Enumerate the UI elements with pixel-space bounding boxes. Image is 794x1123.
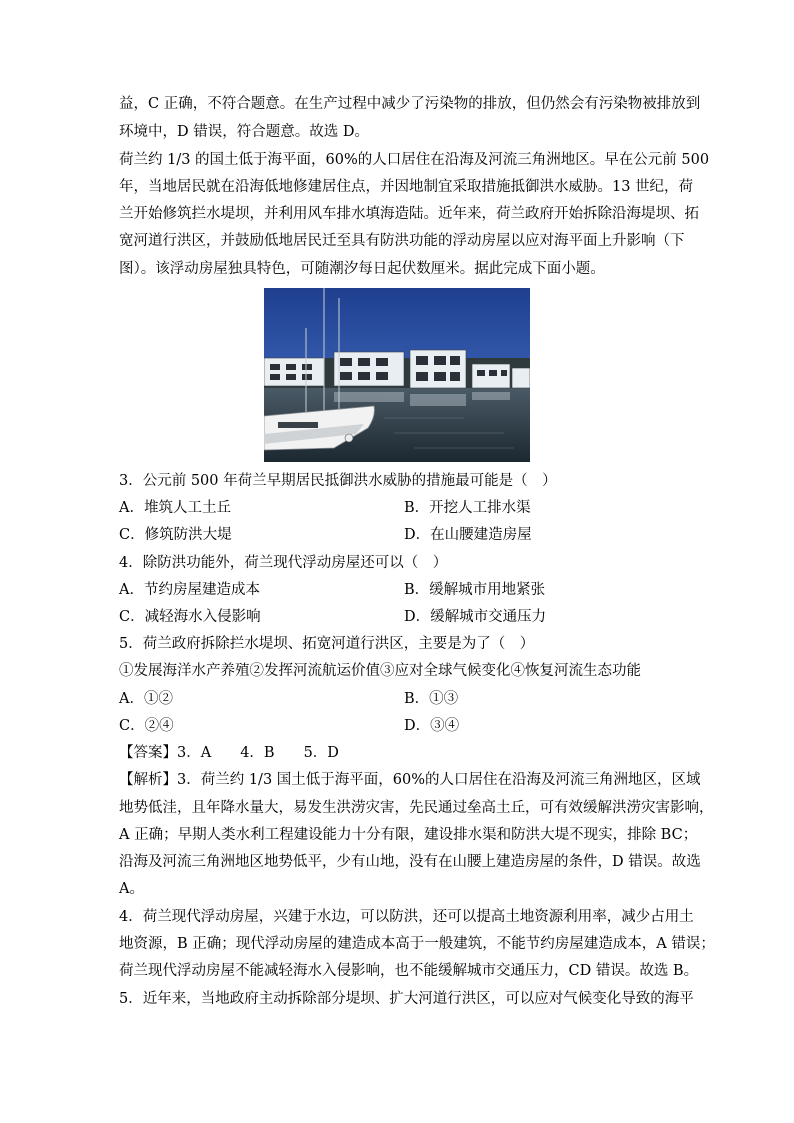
q3-option-a: A．堆筑人工土丘 [119,500,231,516]
q4-option-a: A．节约房屋建造成本 [119,582,260,598]
q5-option-b: B．①③ [404,691,459,707]
analysis-line-8: 荷兰现代浮动房屋不能减轻海水入侵影响，也不能缓解城市交通压力，CD 错误。故选 B。 [119,963,699,979]
analysis-line-6: 4．荷兰现代浮动房屋，兴建于水边，可以防洪，还可以提高土地资源利用率，减少占用土 [119,909,694,925]
q4-option-d: D．缓解城市交通压力 [404,609,547,625]
intro-line-2: 环境中，D 错误，符合题意。故选 D。 [119,124,369,140]
analysis-line-9: 5．近年来，当地政府主动拆除部分堤坝、扩大河道行洪区，可以应对气候变化导致的海平 [119,991,694,1007]
floating-houses-photo [264,288,530,462]
analysis-line-2: 地势低洼，且年降水量大，易发生洪涝灾害，先民通过垒高土丘，可有效缓解洪涝灾害影响， [119,800,714,816]
q5-option-c: C．②④ [119,718,174,734]
q4-stem: 4．除防洪功能外，荷兰现代浮动房屋还可以（ ） [119,555,448,571]
passage-line-3: 兰开始修筑拦水堤坝，并利用风车排水填海造陆。近年来，荷兰政府开始拆除沿海堤坝、拓 [119,206,699,222]
q3-stem: 3．公元前 500 年荷兰早期居民抵御洪水威胁的措施最可能是（ ） [119,473,557,489]
passage-line-4: 宽河道行洪区，并鼓励低地居民迁至具有防洪功能的浮动房屋以应对海平面上升影响（下 [119,233,685,249]
q5-option-a: A．①② [119,691,173,707]
analysis-line-7: 地资源，B 正确；现代浮动房屋的建造成本高于一般建筑，不能节约房屋建造成本，A 错误； [119,936,715,952]
q5-items: ①发展海洋水产养殖②发挥河流航运价值③应对全球气候变化④恢复河流生态功能 [119,663,641,679]
passage-line-1: 荷兰约 1/3 的国土低于海平面，60%的人口居住在沿海及河流三角洲地区。早在公元前 500 [119,152,710,168]
analysis-line-3: A 正确；早期人类水利工程建设能力十分有限，建设排水渠和防洪大堤不现实，排除 BC； [119,827,698,843]
analysis-line-5: A。 [119,881,144,897]
intro-line-1: 益，C 正确，不符合题意。在生产过程中减少了污染物的排放，但仍然会有污染物被排放到 [119,96,701,112]
analysis-line-4: 沿海及河流三角洲地区地势低平，少有山地，没有在山腰上建造房屋的条件，D 错误。故选 [119,854,701,870]
passage-line-2: 年，当地居民就在沿海低地修建居住点，并因地制宜采取措施抵御洪水威胁。13 世纪，荷 [119,179,694,195]
answer-line: 【答案】3．A 4．B 5．D [119,745,339,761]
q3-option-d: D．在山腰建造房屋 [404,527,532,543]
passage-line-5: 图）。该浮动房屋独具特色，可随潮汐每日起伏数厘米。据此完成下面小题。 [119,261,605,277]
q3-option-b: B．开挖人工排水渠 [404,500,531,516]
q5-stem: 5．荷兰政府拆除拦水堤坝、拓宽河道行洪区，主要是为了（ ） [119,636,535,652]
q3-option-c: C．修筑防洪大堤 [119,527,232,543]
analysis-line-1: 【解析】3．荷兰约 1/3 国土低于海平面，60%的人口居住在沿海及河流三角洲地区，区域 [119,772,701,788]
q4-option-c: C．减轻海水入侵影响 [119,609,261,625]
q5-option-d: D．③④ [404,718,460,734]
q4-option-b: B．缓解城市用地紧张 [404,582,546,598]
